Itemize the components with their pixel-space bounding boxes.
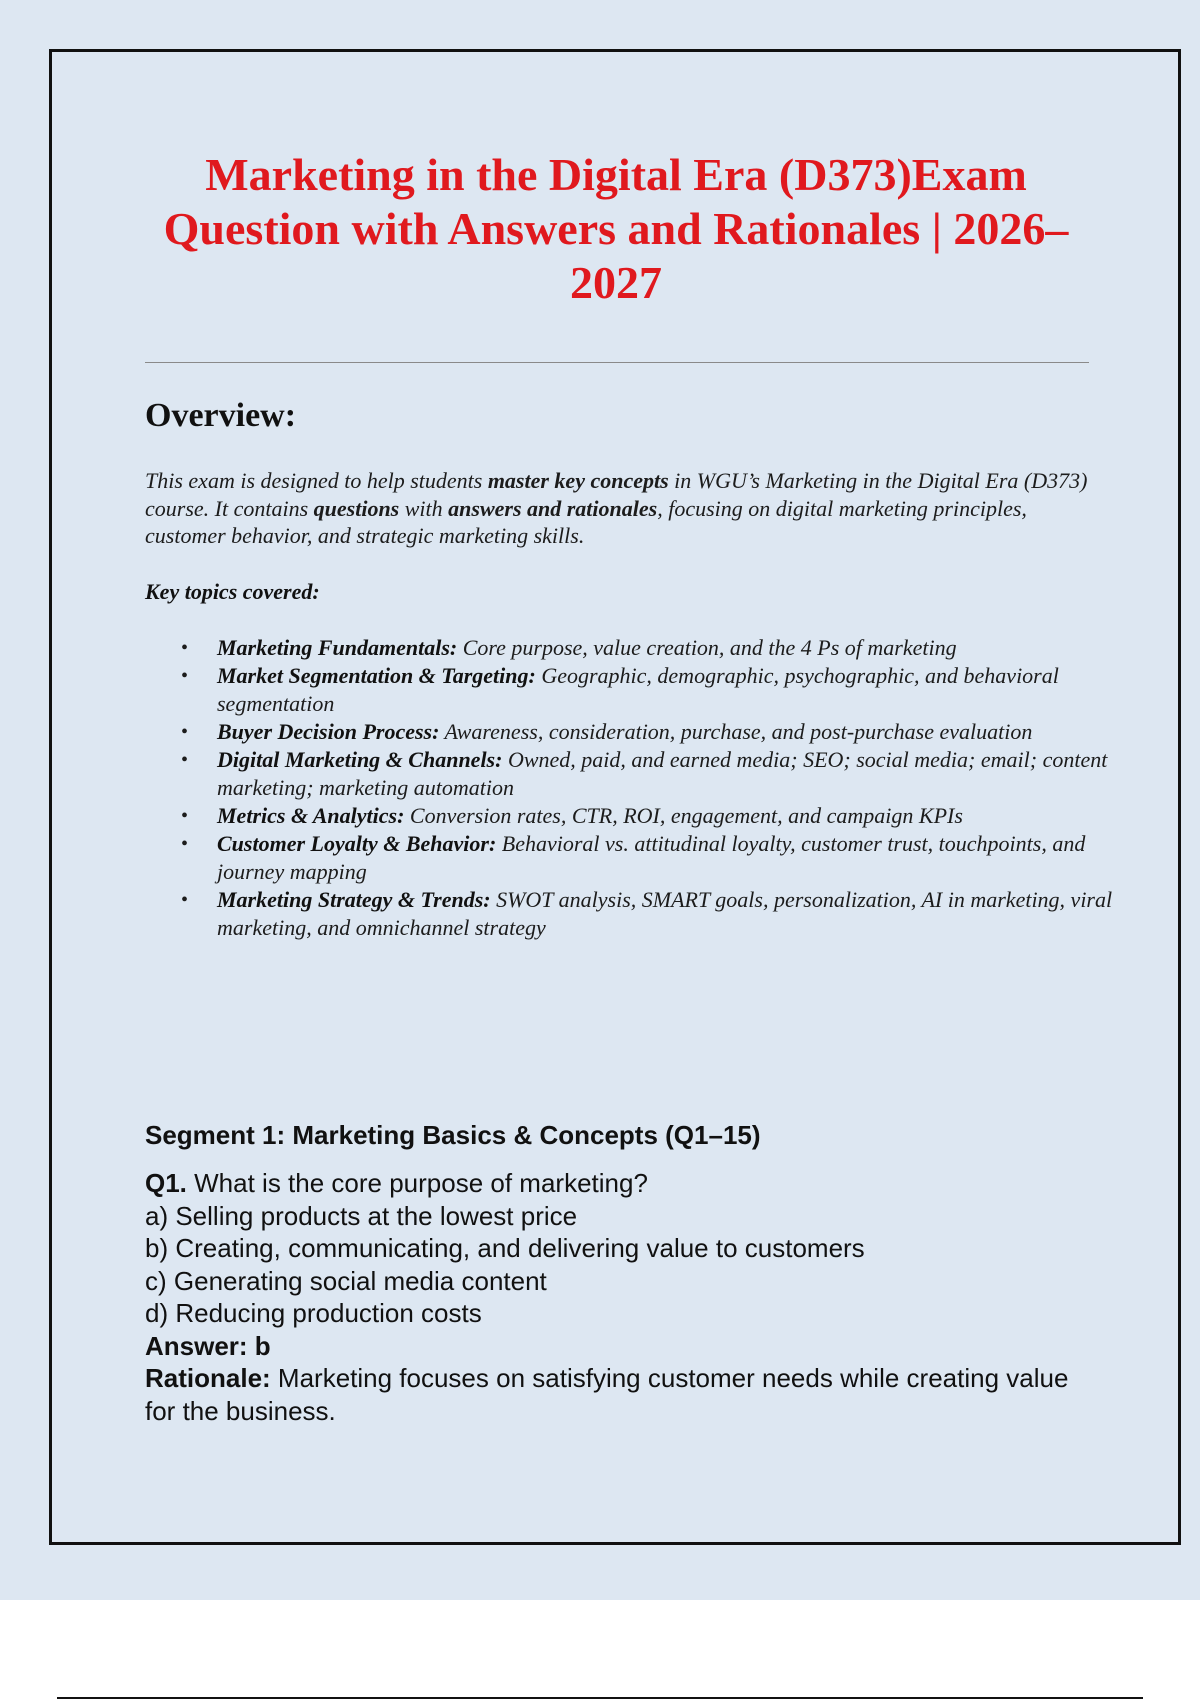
intro-text-1: This exam is designed to help students xyxy=(145,468,488,493)
topic-name: Market Segmentation & Targeting: xyxy=(217,663,536,688)
option-a: a) Selling products at the lowest price xyxy=(145,1200,578,1231)
overview-intro xyxy=(145,467,1095,550)
topic-desc: SWOT analysis, SMART goals, personalization, AI in marketing, viral marketing, and omnichannel strategy xyxy=(217,887,1113,940)
topic-name: Buyer Decision Process: xyxy=(217,719,440,744)
topic-name: Customer Loyalty & Behavior: xyxy=(217,831,497,856)
topic-desc: Behavioral vs. attitudinal loyalty, customer trust, touchpoints, and journey mapping xyxy=(217,831,1086,884)
bullet-icon: • xyxy=(181,721,189,743)
bullet-icon: • xyxy=(181,749,189,771)
intro-text-3: with xyxy=(399,495,449,521)
option-d: d) Reducing production costs xyxy=(145,1298,482,1328)
topic-item xyxy=(181,746,1137,802)
bullet-icon: • xyxy=(181,833,189,855)
overview-heading: Overview: xyxy=(145,397,297,434)
rationale-label: Rationale: xyxy=(145,1363,271,1393)
topic-desc: Core purpose, value creation, and the 4 Ps of marketing xyxy=(457,635,957,660)
page-bottom-rule xyxy=(57,1697,1143,1699)
topic-item xyxy=(181,662,1137,718)
bullet-icon: • xyxy=(181,805,189,827)
topic-item xyxy=(181,886,1137,942)
topic-desc: Awareness, consideration, purchase, and post-purchase evaluation xyxy=(439,719,1033,744)
question-section xyxy=(145,1119,1095,1427)
answer-text: Answer: b xyxy=(145,1330,271,1361)
topic-item xyxy=(181,718,1137,746)
key-topics-list xyxy=(145,634,1137,942)
answer-line xyxy=(145,1330,1095,1363)
option-c: c) Generating social media content xyxy=(145,1265,547,1296)
bullet-icon: • xyxy=(181,889,189,911)
question-text xyxy=(145,1167,1095,1200)
topic-desc: Owned, paid, and earned media; SEO; social media; email; content marketing; marketing automation xyxy=(217,747,1108,800)
intro-text-2: in WGU’s Marketing in the Digital Era (D373) course. It contains xyxy=(145,468,1088,521)
rationale-text: Marketing focuses on satisfying customer needs while creating value for the business. xyxy=(145,1363,1069,1426)
topic-item xyxy=(181,802,1137,830)
question-body: What is the core purpose of marketing? xyxy=(186,1168,648,1198)
intro-bold-3: answers and rationales xyxy=(448,495,658,521)
intro-text-4: , focusing on digital marketing principles, customer behavior, and strategic marketing skills. xyxy=(145,495,1027,548)
intro-bold-2: questions xyxy=(313,495,400,521)
question-label: Q1. xyxy=(145,1168,187,1198)
topic-desc: Conversion rates, CTR, ROI, engagement, and campaign KPIs xyxy=(404,803,963,828)
bullet-icon: • xyxy=(181,637,189,659)
topic-item xyxy=(181,830,1137,886)
title-divider xyxy=(145,362,1089,363)
rationale-line xyxy=(145,1362,1095,1427)
topic-name: Marketing Fundamentals: xyxy=(217,635,458,660)
option-b: b) Creating, communicating, and delivering value to customers xyxy=(145,1233,865,1263)
intro-bold-1: master key concepts xyxy=(487,468,669,493)
document-title: Marketing in the Digital Era (D373)Exam Question with Answers and Rationales | 2026–2027 xyxy=(163,149,1069,308)
segment-heading: Segment 1: Marketing Basics & Concepts (Q1–15) xyxy=(145,1120,761,1150)
topic-name: Marketing Strategy & Trends: xyxy=(217,887,491,912)
topic-desc: Geographic, demographic, psychographic, and behavioral segmentation xyxy=(217,663,1059,716)
topic-name: Metrics & Analytics: xyxy=(217,803,405,828)
bullet-icon: • xyxy=(181,665,189,687)
key-topics-label: Key topics covered: xyxy=(145,579,320,604)
topic-name: Digital Marketing & Channels: xyxy=(217,747,503,772)
topic-item xyxy=(181,634,1137,662)
